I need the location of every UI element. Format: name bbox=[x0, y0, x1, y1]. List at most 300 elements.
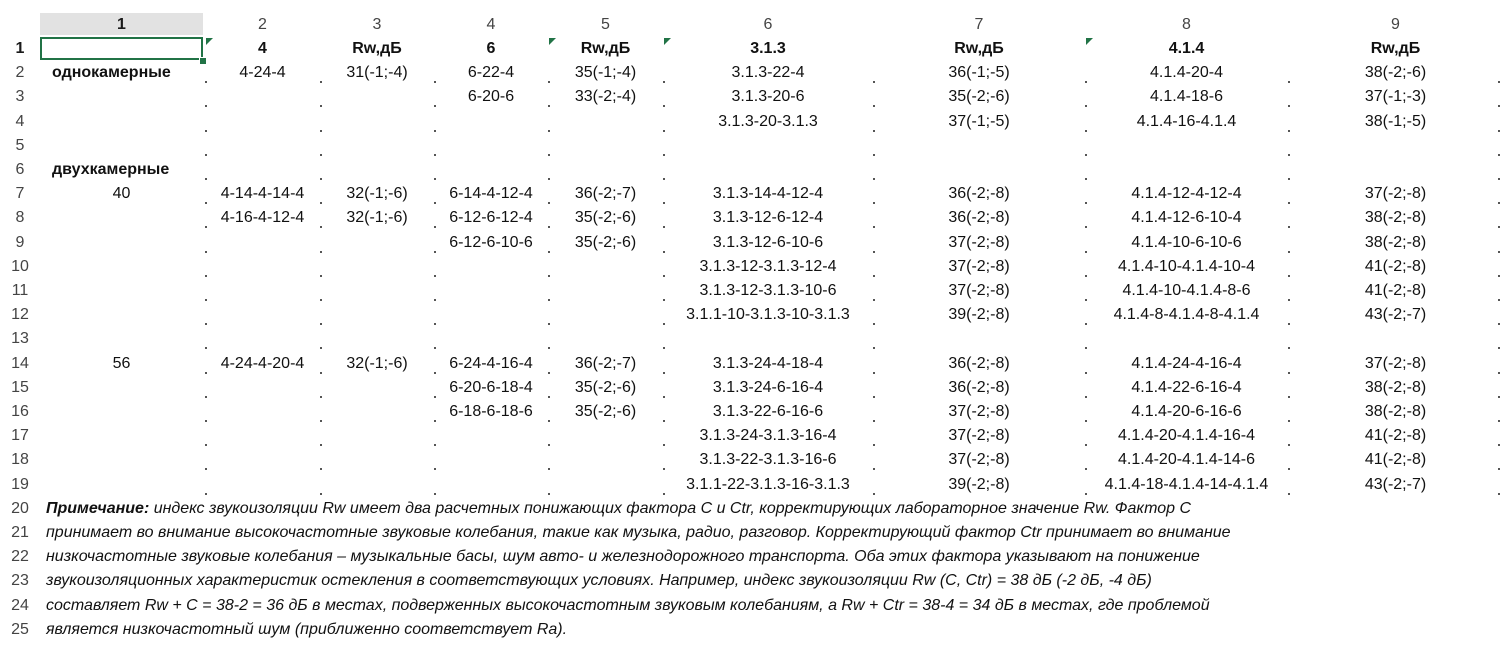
data-cell[interactable]: 6-14-4-12-4 bbox=[449, 185, 533, 203]
data-cell[interactable]: 38(-2;-6) bbox=[1364, 64, 1427, 82]
data-cell[interactable]: 4.1.4-22-6-16-4 bbox=[1131, 378, 1242, 396]
gridline-dot bbox=[205, 275, 207, 277]
gridline-dot bbox=[205, 226, 207, 228]
gridline-dot bbox=[663, 130, 665, 132]
gridline-dot bbox=[1498, 396, 1500, 398]
gridline-dot bbox=[205, 154, 207, 156]
row-header-16[interactable]: 16 bbox=[11, 403, 29, 420]
data-cell[interactable]: 33(-2;-4) bbox=[574, 88, 637, 106]
gridline-dot bbox=[873, 178, 875, 180]
gridline-dot bbox=[548, 202, 550, 204]
gridline-dot bbox=[873, 251, 875, 253]
gridline-dot bbox=[1498, 468, 1500, 470]
gridline-dot bbox=[873, 226, 875, 228]
header-cell[interactable]: 4 bbox=[258, 40, 267, 57]
data-cell[interactable]: 56 bbox=[112, 354, 131, 372]
data-cell[interactable]: 41(-2;-8) bbox=[1364, 282, 1427, 299]
row-header-2[interactable]: 2 bbox=[15, 64, 25, 82]
gridline-dot bbox=[205, 444, 207, 446]
gridline-dot bbox=[1085, 251, 1087, 253]
gridline-dot bbox=[205, 396, 207, 398]
error-indicator-icon[interactable] bbox=[1086, 38, 1093, 45]
gridline-dot bbox=[434, 372, 436, 374]
note-text: составляет Rw + С = 38-2 = 36 дБ в местах, подверженных высокочастотным звуковым колебаниям, а Rw + Ctr = 38-4 = 34 дБ в местах, где проблемой bbox=[46, 596, 1210, 614]
gridline-dot bbox=[320, 493, 322, 495]
data-cell[interactable]: 4.1.4-18-6 bbox=[1150, 88, 1223, 106]
row-header-13[interactable]: 13 bbox=[11, 330, 29, 348]
gridline-dot bbox=[205, 178, 207, 180]
data-cell[interactable]: 6-24-4-16-4 bbox=[449, 354, 533, 372]
data-cell[interactable]: 36(-2;-7) bbox=[574, 354, 637, 372]
column-header-2[interactable]: 2 bbox=[258, 16, 267, 33]
row-header-6[interactable]: 6 bbox=[15, 161, 25, 178]
gridline-dot bbox=[663, 275, 665, 277]
gridline-dot bbox=[1498, 226, 1500, 228]
gridline-dot bbox=[663, 299, 665, 301]
gridline-dot bbox=[205, 347, 207, 349]
gridline-dot bbox=[663, 396, 665, 398]
note-label: Примечание: bbox=[46, 499, 150, 517]
gridline-dot bbox=[434, 420, 436, 422]
gridline-dot bbox=[205, 493, 207, 495]
gridline-dot bbox=[320, 420, 322, 422]
data-cell[interactable]: 35(-2;-6) bbox=[574, 209, 637, 227]
gridline-dot bbox=[205, 202, 207, 204]
note-line bbox=[46, 569, 1152, 593]
data-cell[interactable]: 35(-2;-6) bbox=[574, 233, 637, 251]
row-header-1[interactable]: 1 bbox=[15, 40, 25, 57]
data-cell[interactable]: 4.1.4-24-4-16-4 bbox=[1131, 354, 1242, 372]
gridline-dot bbox=[548, 420, 550, 422]
gridline-dot bbox=[1085, 154, 1087, 156]
gridline-dot bbox=[663, 202, 665, 204]
data-cell[interactable]: 3.1.3-12-3.1.3-12-4 bbox=[699, 257, 837, 275]
gridline-dot bbox=[873, 299, 875, 301]
row-header-3[interactable]: 3 bbox=[15, 88, 25, 106]
note-text: принимает во внимание высокочастотные звуковые колебания, такие как музыка, радио, разговор. Корректирующий фактор Ctr принимает во внимание bbox=[46, 524, 1231, 541]
gridline-dot bbox=[434, 275, 436, 277]
data-cell[interactable]: 4.1.4-12-4-12-4 bbox=[1131, 185, 1242, 203]
gridline-dot bbox=[873, 81, 875, 83]
data-cell[interactable]: 32(-1;-6) bbox=[346, 354, 408, 372]
gridline-dot bbox=[1085, 202, 1087, 204]
data-cell[interactable]: 3.1.3-22-3.1.3-16-6 bbox=[699, 451, 837, 469]
category-label[interactable]: однокамерные bbox=[52, 64, 171, 82]
gridline-dot bbox=[1085, 372, 1087, 374]
gridline-dot bbox=[1288, 347, 1290, 349]
data-cell[interactable]: 37(-2;-8) bbox=[1364, 354, 1427, 372]
data-cell[interactable]: 4.1.4-8-4.1.4-8-4.1.4 bbox=[1113, 306, 1260, 324]
data-cell[interactable]: 37(-1;-3) bbox=[1364, 88, 1427, 106]
gridline-dot bbox=[1085, 81, 1087, 83]
gridline-dot bbox=[434, 226, 436, 228]
error-indicator-icon[interactable] bbox=[664, 38, 671, 45]
gridline-dot bbox=[1288, 396, 1290, 398]
data-cell[interactable]: 3.1.1-10-3.1.3-10-3.1.3 bbox=[686, 306, 850, 324]
gridline-dot bbox=[1288, 105, 1290, 107]
gridline-dot bbox=[320, 299, 322, 301]
gridline-dot bbox=[320, 130, 322, 132]
data-cell[interactable]: 3.1.3-22-4 bbox=[731, 64, 805, 82]
gridline-dot bbox=[1288, 226, 1290, 228]
row-header-21[interactable]: 21 bbox=[11, 524, 29, 541]
column-header-6[interactable]: 6 bbox=[763, 16, 773, 33]
data-cell[interactable]: 37(-2;-8) bbox=[948, 282, 1010, 299]
gridline-dot bbox=[873, 493, 875, 495]
column-header-7[interactable]: 7 bbox=[974, 16, 984, 33]
row-header-4[interactable]: 4 bbox=[15, 112, 25, 130]
gridline-dot bbox=[1288, 202, 1290, 204]
data-cell[interactable]: 37(-2;-8) bbox=[948, 451, 1010, 469]
gridline-dot bbox=[873, 420, 875, 422]
gridline-dot bbox=[548, 178, 550, 180]
data-cell[interactable]: 35(-2;-6) bbox=[948, 88, 1010, 106]
data-cell[interactable]: 4.1.4-12-6-10-4 bbox=[1131, 209, 1242, 227]
gridline-dot bbox=[663, 347, 665, 349]
data-cell[interactable]: 36(-2;-8) bbox=[948, 378, 1010, 396]
gridline-dot bbox=[548, 275, 550, 277]
error-indicator-icon[interactable] bbox=[549, 38, 556, 45]
gridline-dot bbox=[548, 81, 550, 83]
gridline-dot bbox=[205, 81, 207, 83]
gridline-dot bbox=[548, 251, 550, 253]
row-header-8[interactable]: 8 bbox=[15, 209, 25, 227]
data-cell[interactable]: 6-22-4 bbox=[467, 64, 515, 82]
gridline-dot bbox=[205, 323, 207, 325]
gridline-dot bbox=[1085, 299, 1087, 301]
note-text: является низкочастотный шум (приближенно соответствует Ra). bbox=[46, 620, 568, 638]
data-cell[interactable]: 41(-2;-8) bbox=[1364, 427, 1427, 445]
gridline-dot bbox=[205, 372, 207, 374]
gridline-dot bbox=[873, 468, 875, 470]
gridline-dot bbox=[1498, 372, 1500, 374]
gridline-dot bbox=[205, 299, 207, 301]
row-header-23[interactable]: 23 bbox=[11, 572, 29, 590]
data-cell[interactable]: 37(-2;-8) bbox=[948, 427, 1010, 445]
gridline-dot bbox=[320, 323, 322, 325]
gridline-dot bbox=[320, 396, 322, 398]
gridline-dot bbox=[663, 493, 665, 495]
note-line bbox=[46, 618, 567, 642]
gridline-dot bbox=[320, 275, 322, 277]
data-cell[interactable]: 4-16-4-12-4 bbox=[220, 209, 305, 227]
gridline-dot bbox=[548, 468, 550, 470]
gridline-dot bbox=[873, 323, 875, 325]
gridline-dot bbox=[548, 444, 550, 446]
data-cell[interactable]: 3.1.3-24-3.1.3-16-4 bbox=[699, 427, 837, 445]
gridline-dot bbox=[873, 130, 875, 132]
gridline-dot bbox=[1498, 154, 1500, 156]
gridline-dot bbox=[1498, 444, 1500, 446]
data-cell[interactable]: 32(-1;-6) bbox=[346, 209, 408, 227]
column-header-8[interactable]: 8 bbox=[1182, 16, 1191, 33]
gridline-dot bbox=[1288, 154, 1290, 156]
data-cell[interactable]: 3.1.3-20-6 bbox=[731, 88, 805, 106]
row-header-22[interactable]: 22 bbox=[11, 548, 29, 566]
gridline-dot bbox=[1498, 493, 1500, 495]
data-cell[interactable]: 3.1.3-24-4-18-4 bbox=[712, 354, 824, 372]
gridline-dot bbox=[1498, 105, 1500, 107]
row-header-10[interactable]: 10 bbox=[11, 257, 29, 275]
data-cell[interactable]: 3.1.3-14-4-12-4 bbox=[712, 185, 824, 203]
row-header-25[interactable]: 25 bbox=[11, 620, 29, 638]
gridline-dot bbox=[434, 396, 436, 398]
row-header-12[interactable]: 12 bbox=[11, 306, 29, 324]
row-header-14[interactable]: 14 bbox=[11, 354, 29, 372]
gridline-dot bbox=[205, 105, 207, 107]
data-cell[interactable]: 39(-2;-8) bbox=[948, 306, 1010, 324]
gridline-dot bbox=[320, 251, 322, 253]
gridline-dot bbox=[1085, 275, 1087, 277]
gridline-dot bbox=[1085, 178, 1087, 180]
gridline-dot bbox=[1498, 275, 1500, 277]
row-header-20[interactable]: 20 bbox=[11, 499, 29, 517]
gridline-dot bbox=[663, 372, 665, 374]
column-header-4[interactable]: 4 bbox=[486, 16, 496, 33]
header-cell[interactable]: 3.1.3 bbox=[750, 40, 786, 57]
gridline-dot bbox=[434, 323, 436, 325]
gridline-dot bbox=[1085, 323, 1087, 325]
gridline-dot bbox=[434, 444, 436, 446]
data-cell[interactable]: 38(-2;-8) bbox=[1364, 209, 1427, 227]
data-cell[interactable]: 6-20-6-18-4 bbox=[449, 378, 533, 396]
gridline-dot bbox=[663, 226, 665, 228]
row-header-5[interactable]: 5 bbox=[15, 136, 25, 154]
gridline-dot bbox=[1288, 444, 1290, 446]
data-cell[interactable]: 36(-2;-8) bbox=[948, 354, 1010, 372]
column-header-1[interactable]: 1 bbox=[40, 13, 203, 35]
data-cell[interactable]: 4.1.4-16-4.1.4 bbox=[1136, 112, 1237, 130]
gridline-dot bbox=[434, 347, 436, 349]
data-cell[interactable]: 4.1.4-10-4.1.4-10-4 bbox=[1118, 257, 1255, 275]
category-label[interactable]: двухкамерные bbox=[52, 161, 170, 178]
row-header-18[interactable]: 18 bbox=[11, 451, 29, 469]
gridline-dot bbox=[1085, 444, 1087, 446]
data-cell[interactable]: 37(-2;-8) bbox=[948, 233, 1010, 251]
header-cell[interactable]: 4.1.4 bbox=[1168, 40, 1205, 57]
note-line bbox=[46, 497, 1191, 521]
gridline-dot bbox=[1288, 372, 1290, 374]
data-cell[interactable]: 38(-2;-8) bbox=[1364, 403, 1427, 420]
gridline-dot bbox=[548, 130, 550, 132]
gridline-dot bbox=[548, 323, 550, 325]
header-cell[interactable]: Rw,дБ bbox=[580, 40, 631, 57]
data-cell[interactable]: 36(-2;-8) bbox=[948, 185, 1010, 203]
gridline-dot bbox=[205, 420, 207, 422]
gridline-dot bbox=[1085, 130, 1087, 132]
gridline-dot bbox=[434, 299, 436, 301]
column-header-9[interactable]: 9 bbox=[1391, 16, 1400, 33]
gridline-dot bbox=[663, 105, 665, 107]
data-cell[interactable]: 4-24-4-20-4 bbox=[220, 354, 305, 372]
data-cell[interactable]: 37(-2;-8) bbox=[1364, 185, 1427, 203]
data-cell[interactable]: 6-12-6-10-6 bbox=[449, 233, 533, 251]
data-cell[interactable]: 4-24-4 bbox=[239, 64, 286, 82]
gridline-dot bbox=[663, 251, 665, 253]
data-cell[interactable]: 4.1.4-10-4.1.4-8-6 bbox=[1122, 282, 1251, 299]
data-cell[interactable]: 4.1.4-20-4.1.4-16-4 bbox=[1118, 427, 1255, 445]
active-cell-a1[interactable] bbox=[40, 37, 203, 60]
gridline-dot bbox=[1498, 81, 1500, 83]
data-cell[interactable]: 3.1.3-12-6-10-6 bbox=[712, 233, 824, 251]
data-cell[interactable]: 4.1.4-18-4.1.4-14-4.1.4 bbox=[1104, 475, 1269, 493]
data-cell[interactable]: 37(-2;-8) bbox=[948, 257, 1010, 275]
row-header-24[interactable]: 24 bbox=[11, 596, 29, 614]
gridline-dot bbox=[1288, 299, 1290, 301]
data-cell[interactable]: 35(-2;-6) bbox=[574, 403, 637, 420]
row-header-19[interactable]: 19 bbox=[11, 475, 29, 493]
data-cell[interactable]: 43(-2;-7) bbox=[1364, 475, 1427, 493]
data-cell[interactable]: 35(-1;-4) bbox=[574, 64, 637, 82]
gridline-dot bbox=[1498, 420, 1500, 422]
gridline-dot bbox=[548, 154, 550, 156]
gridline-dot bbox=[663, 81, 665, 83]
data-cell[interactable]: 36(-2;-7) bbox=[574, 185, 637, 203]
gridline-dot bbox=[873, 347, 875, 349]
data-cell[interactable]: 39(-2;-8) bbox=[948, 475, 1010, 493]
data-cell[interactable]: 3.1.3-22-6-16-6 bbox=[712, 403, 824, 420]
data-cell[interactable]: 3.1.3-12-6-12-4 bbox=[712, 209, 824, 227]
gridline-dot bbox=[663, 420, 665, 422]
gridline-dot bbox=[663, 323, 665, 325]
gridline-dot bbox=[205, 468, 207, 470]
gridline-dot bbox=[873, 154, 875, 156]
data-cell[interactable]: 4.1.4-20-6-16-6 bbox=[1131, 403, 1242, 420]
gridline-dot bbox=[320, 444, 322, 446]
data-cell[interactable]: 35(-2;-6) bbox=[574, 378, 637, 396]
gridline-dot bbox=[663, 444, 665, 446]
gridline-dot bbox=[873, 372, 875, 374]
gridline-dot bbox=[1288, 251, 1290, 253]
gridline-dot bbox=[434, 178, 436, 180]
data-cell[interactable]: 4-14-4-14-4 bbox=[220, 185, 305, 203]
gridline-dot bbox=[873, 202, 875, 204]
gridline-dot bbox=[548, 299, 550, 301]
data-cell[interactable]: 6-12-6-12-4 bbox=[449, 209, 533, 227]
gridline-dot bbox=[434, 251, 436, 253]
gridline-dot bbox=[873, 105, 875, 107]
gridline-dot bbox=[1498, 251, 1500, 253]
note-text: индекс звукоизоляции Rw имеет два расчетных понижающих фактора С и Ctr, корректирующих лабораторное значение Rw. Фактор С bbox=[149, 499, 1192, 517]
gridline-dot bbox=[1498, 202, 1500, 204]
gridline-dot bbox=[1085, 347, 1087, 349]
gridline-dot bbox=[873, 275, 875, 277]
gridline-dot bbox=[663, 178, 665, 180]
gridline-dot bbox=[1288, 81, 1290, 83]
gridline-dot bbox=[663, 154, 665, 156]
gridline-dot bbox=[205, 251, 207, 253]
gridline-dot bbox=[873, 396, 875, 398]
note-text: звукоизоляционных характеристик остекления в соответствующих условиях. Например, индекс звукоизоляции Rw (С, Ctr) = 38 дБ (-2 дБ, -4 дБ) bbox=[46, 572, 1152, 590]
gridline-dot bbox=[434, 130, 436, 132]
note-line bbox=[46, 521, 1231, 545]
error-indicator-icon[interactable] bbox=[206, 38, 213, 45]
gridline-dot bbox=[320, 226, 322, 228]
gridline-dot bbox=[320, 202, 322, 204]
column-header-5[interactable]: 5 bbox=[601, 16, 610, 33]
header-cell[interactable]: Rw,дБ bbox=[352, 40, 402, 57]
data-cell[interactable]: 38(-2;-8) bbox=[1364, 378, 1427, 396]
data-cell[interactable]: 32(-1;-6) bbox=[346, 185, 408, 203]
note-text: низкочастотные звуковые колебания – музыкальные басы, шум авто- и железнодорожного транспорта. Оба этих фактора указывают на понижение bbox=[46, 548, 1200, 566]
data-cell[interactable]: 31(-1;-4) bbox=[346, 64, 408, 82]
gridline-dot bbox=[1288, 130, 1290, 132]
gridline-dot bbox=[873, 444, 875, 446]
gridline-dot bbox=[548, 105, 550, 107]
gridline-dot bbox=[434, 105, 436, 107]
gridline-dot bbox=[1288, 420, 1290, 422]
gridline-dot bbox=[548, 347, 550, 349]
gridline-dot bbox=[1498, 299, 1500, 301]
data-cell[interactable]: 6-18-6-18-6 bbox=[449, 403, 533, 420]
header-cell[interactable]: Rw,дБ bbox=[954, 40, 1004, 57]
row-header-17[interactable]: 17 bbox=[11, 427, 29, 445]
row-header-11[interactable]: 11 bbox=[11, 282, 29, 299]
data-cell[interactable]: 41(-2;-8) bbox=[1364, 451, 1427, 469]
data-cell[interactable]: 3.1.3-20-3.1.3 bbox=[718, 112, 818, 130]
gridline-dot bbox=[1498, 323, 1500, 325]
gridline-dot bbox=[205, 130, 207, 132]
header-cell[interactable]: Rw,дБ bbox=[1370, 40, 1421, 57]
data-cell[interactable]: 3.1.3-24-6-16-4 bbox=[712, 378, 824, 396]
gridline-dot bbox=[320, 372, 322, 374]
note-line bbox=[46, 594, 1210, 618]
gridline-dot bbox=[1498, 178, 1500, 180]
data-cell[interactable]: 4.1.4-20-4 bbox=[1150, 64, 1223, 82]
gridline-dot bbox=[320, 347, 322, 349]
gridline-dot bbox=[1085, 493, 1087, 495]
gridline-dot bbox=[1498, 130, 1500, 132]
gridline-dot bbox=[434, 468, 436, 470]
gridline-dot bbox=[320, 105, 322, 107]
gridline-dot bbox=[320, 468, 322, 470]
data-cell[interactable]: 40 bbox=[112, 185, 131, 203]
gridline-dot bbox=[320, 178, 322, 180]
gridline-dot bbox=[663, 468, 665, 470]
data-cell[interactable]: 3.1.1-22-3.1.3-16-3.1.3 bbox=[686, 475, 850, 493]
gridline-dot bbox=[434, 81, 436, 83]
data-cell[interactable]: 38(-2;-8) bbox=[1364, 233, 1427, 251]
gridline-dot bbox=[1288, 178, 1290, 180]
gridline-dot bbox=[320, 154, 322, 156]
row-header-7[interactable]: 7 bbox=[15, 185, 25, 203]
header-cell[interactable]: 6 bbox=[486, 40, 496, 57]
column-header-3[interactable]: 3 bbox=[372, 16, 382, 33]
gridline-dot bbox=[434, 202, 436, 204]
row-header-15[interactable]: 15 bbox=[11, 378, 29, 396]
data-cell[interactable]: 41(-2;-8) bbox=[1364, 257, 1427, 275]
gridline-dot bbox=[1498, 347, 1500, 349]
data-cell[interactable]: 36(-1;-5) bbox=[948, 64, 1010, 82]
row-header-9[interactable]: 9 bbox=[15, 233, 25, 251]
gridline-dot bbox=[1085, 105, 1087, 107]
gridline-dot bbox=[1085, 420, 1087, 422]
gridline-dot bbox=[548, 396, 550, 398]
data-cell[interactable]: 37(-1;-5) bbox=[948, 112, 1010, 130]
data-cell[interactable]: 6-20-6 bbox=[467, 88, 515, 106]
note-line bbox=[46, 545, 1200, 569]
data-cell[interactable]: 43(-2;-7) bbox=[1364, 306, 1427, 324]
data-cell[interactable]: 4.1.4-20-4.1.4-14-6 bbox=[1118, 451, 1255, 469]
data-cell[interactable]: 4.1.4-10-6-10-6 bbox=[1131, 233, 1242, 251]
data-cell[interactable]: 3.1.3-12-3.1.3-10-6 bbox=[699, 282, 837, 299]
data-cell[interactable]: 38(-1;-5) bbox=[1364, 112, 1427, 130]
gridline-dot bbox=[548, 372, 550, 374]
gridline-dot bbox=[1288, 323, 1290, 325]
data-cell[interactable]: 37(-2;-8) bbox=[948, 403, 1010, 420]
data-cell[interactable]: 36(-2;-8) bbox=[948, 209, 1010, 227]
gridline-dot bbox=[1085, 226, 1087, 228]
